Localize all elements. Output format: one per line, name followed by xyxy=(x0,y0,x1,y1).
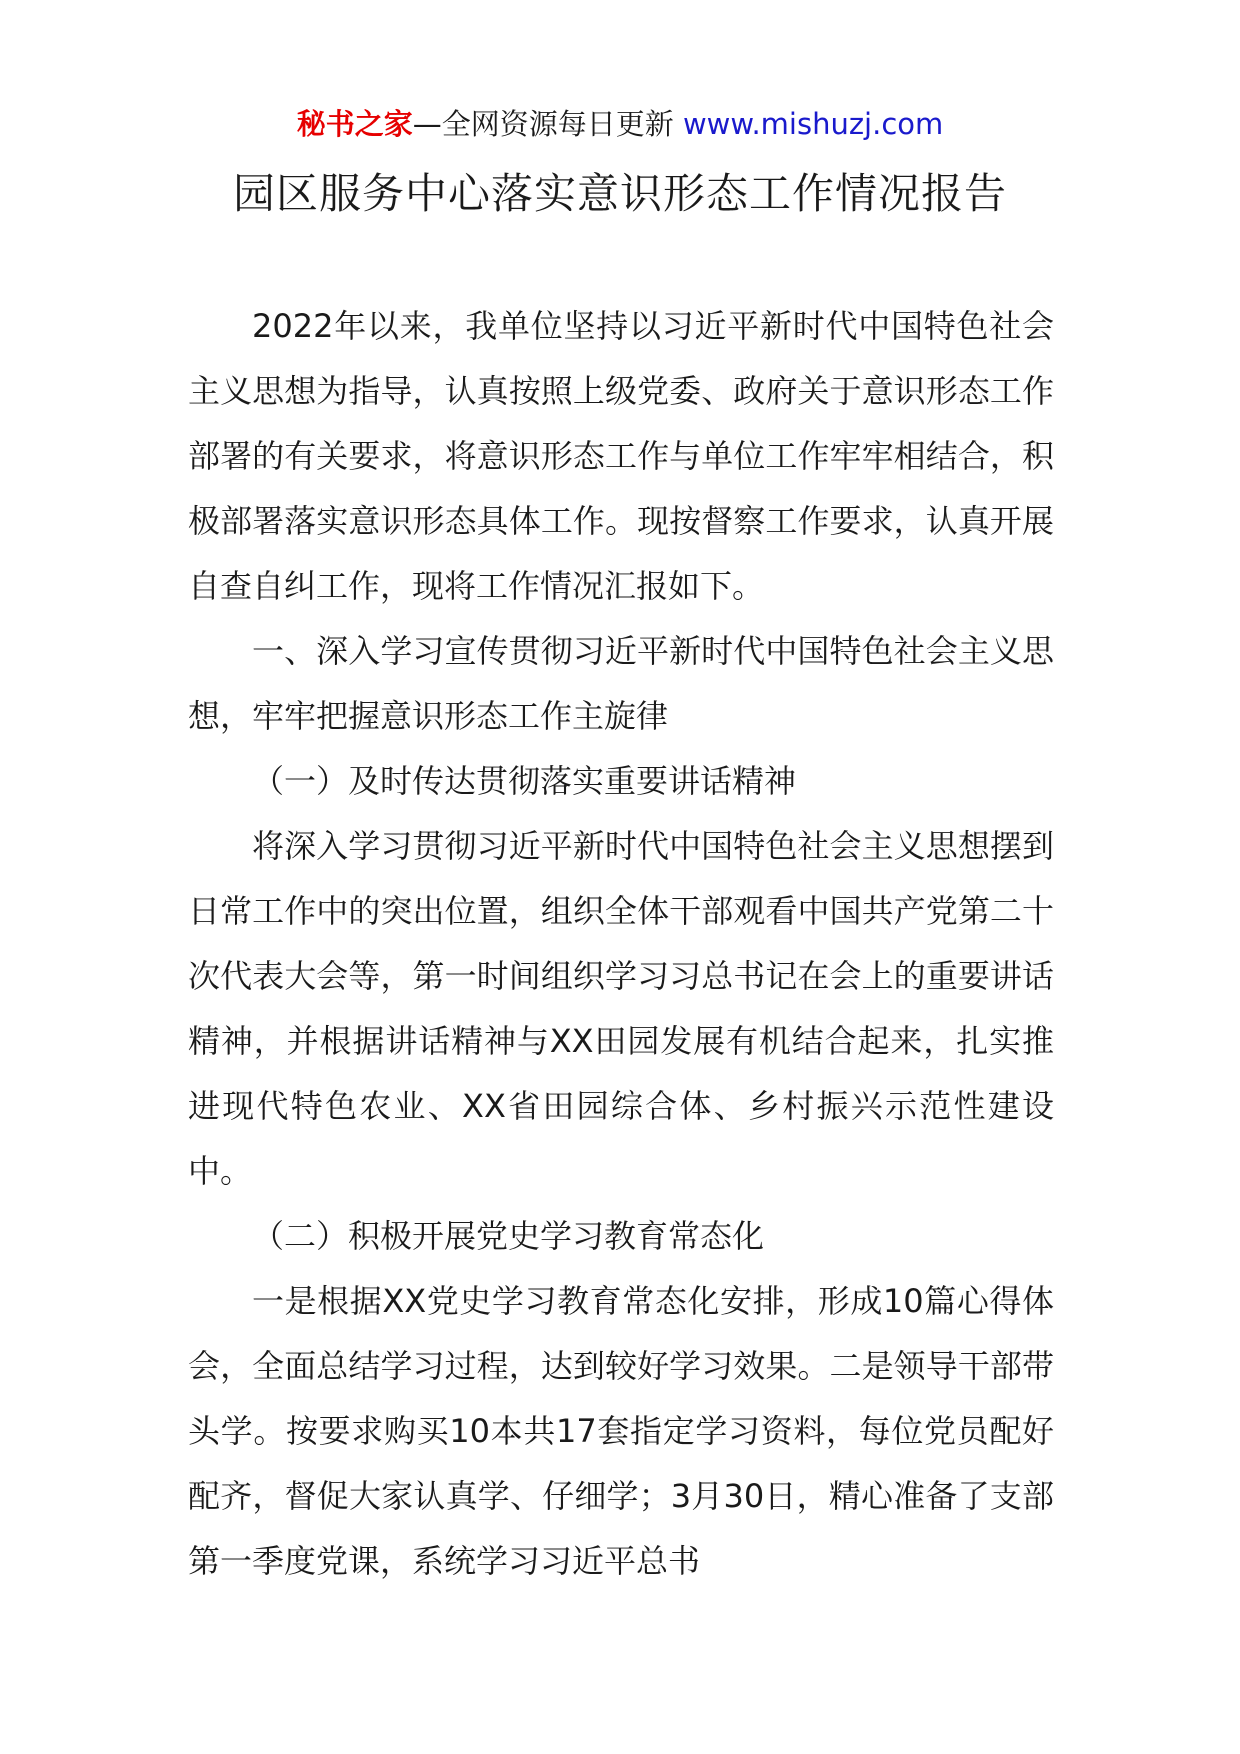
section-heading-1: 一、深入学习宣传贯彻习近平新时代中国特色社会主义思想，牢牢把握意识形态工作主旋律 xyxy=(188,632,1054,735)
intro-paragraph: 2022年以来，我单位坚持以习近平新时代中国特色社会主义思想为指导，认真按照上级党委、政府关于意识形态工作部署的有关要求，将意识形态工作与单位工作牢牢相结合，积极部署落实意识形态具体工作。现按督察工作要求，认真开展自查自纠工作，现将工作情况汇报如下。 xyxy=(188,307,1054,605)
document-body xyxy=(188,294,1054,1594)
brand-name: 秘书之家 xyxy=(296,107,413,141)
body-paragraph-2: 一是根据XX党史学习教育常态化安排，形成10篇心得体会，全面总结学习过程，达到较好学习效果。二是领导干部带头学。按要求购买10本共17套指定学习资料，每位党员配好配齐，督促大家认真学、仔细学；3月30日，精心准备了支部第一季度党课，系统学习习近平总书 xyxy=(188,1282,1054,1580)
document-title: 园区服务中心落实意识形态工作情况报告 xyxy=(232,169,1007,218)
subsection-heading-1: （一）及时传达贯彻落实重要讲话精神 xyxy=(252,762,797,800)
body-paragraph-1: 将深入学习贯彻习近平新时代中国特色社会主义思想摆到日常工作中的突出位置，组织全体干部观看中国共产党第二十次代表大会等，第一时间组织学习习总书记在会上的重要讲话精神，并根据讲话精神与XX田园发展有机结合起来，扎实推进现代特色农业、XX省田园综合体、乡村振兴示范性建设中。 xyxy=(188,827,1054,1190)
brand-slogan: —全网资源每日更新 xyxy=(412,107,683,141)
site-header-banner xyxy=(0,104,1240,144)
brand-url-link[interactable]: www.mishuzj.com xyxy=(682,107,944,141)
subsection-heading-2: （二）积极开展党史学习教育常态化 xyxy=(252,1217,765,1255)
